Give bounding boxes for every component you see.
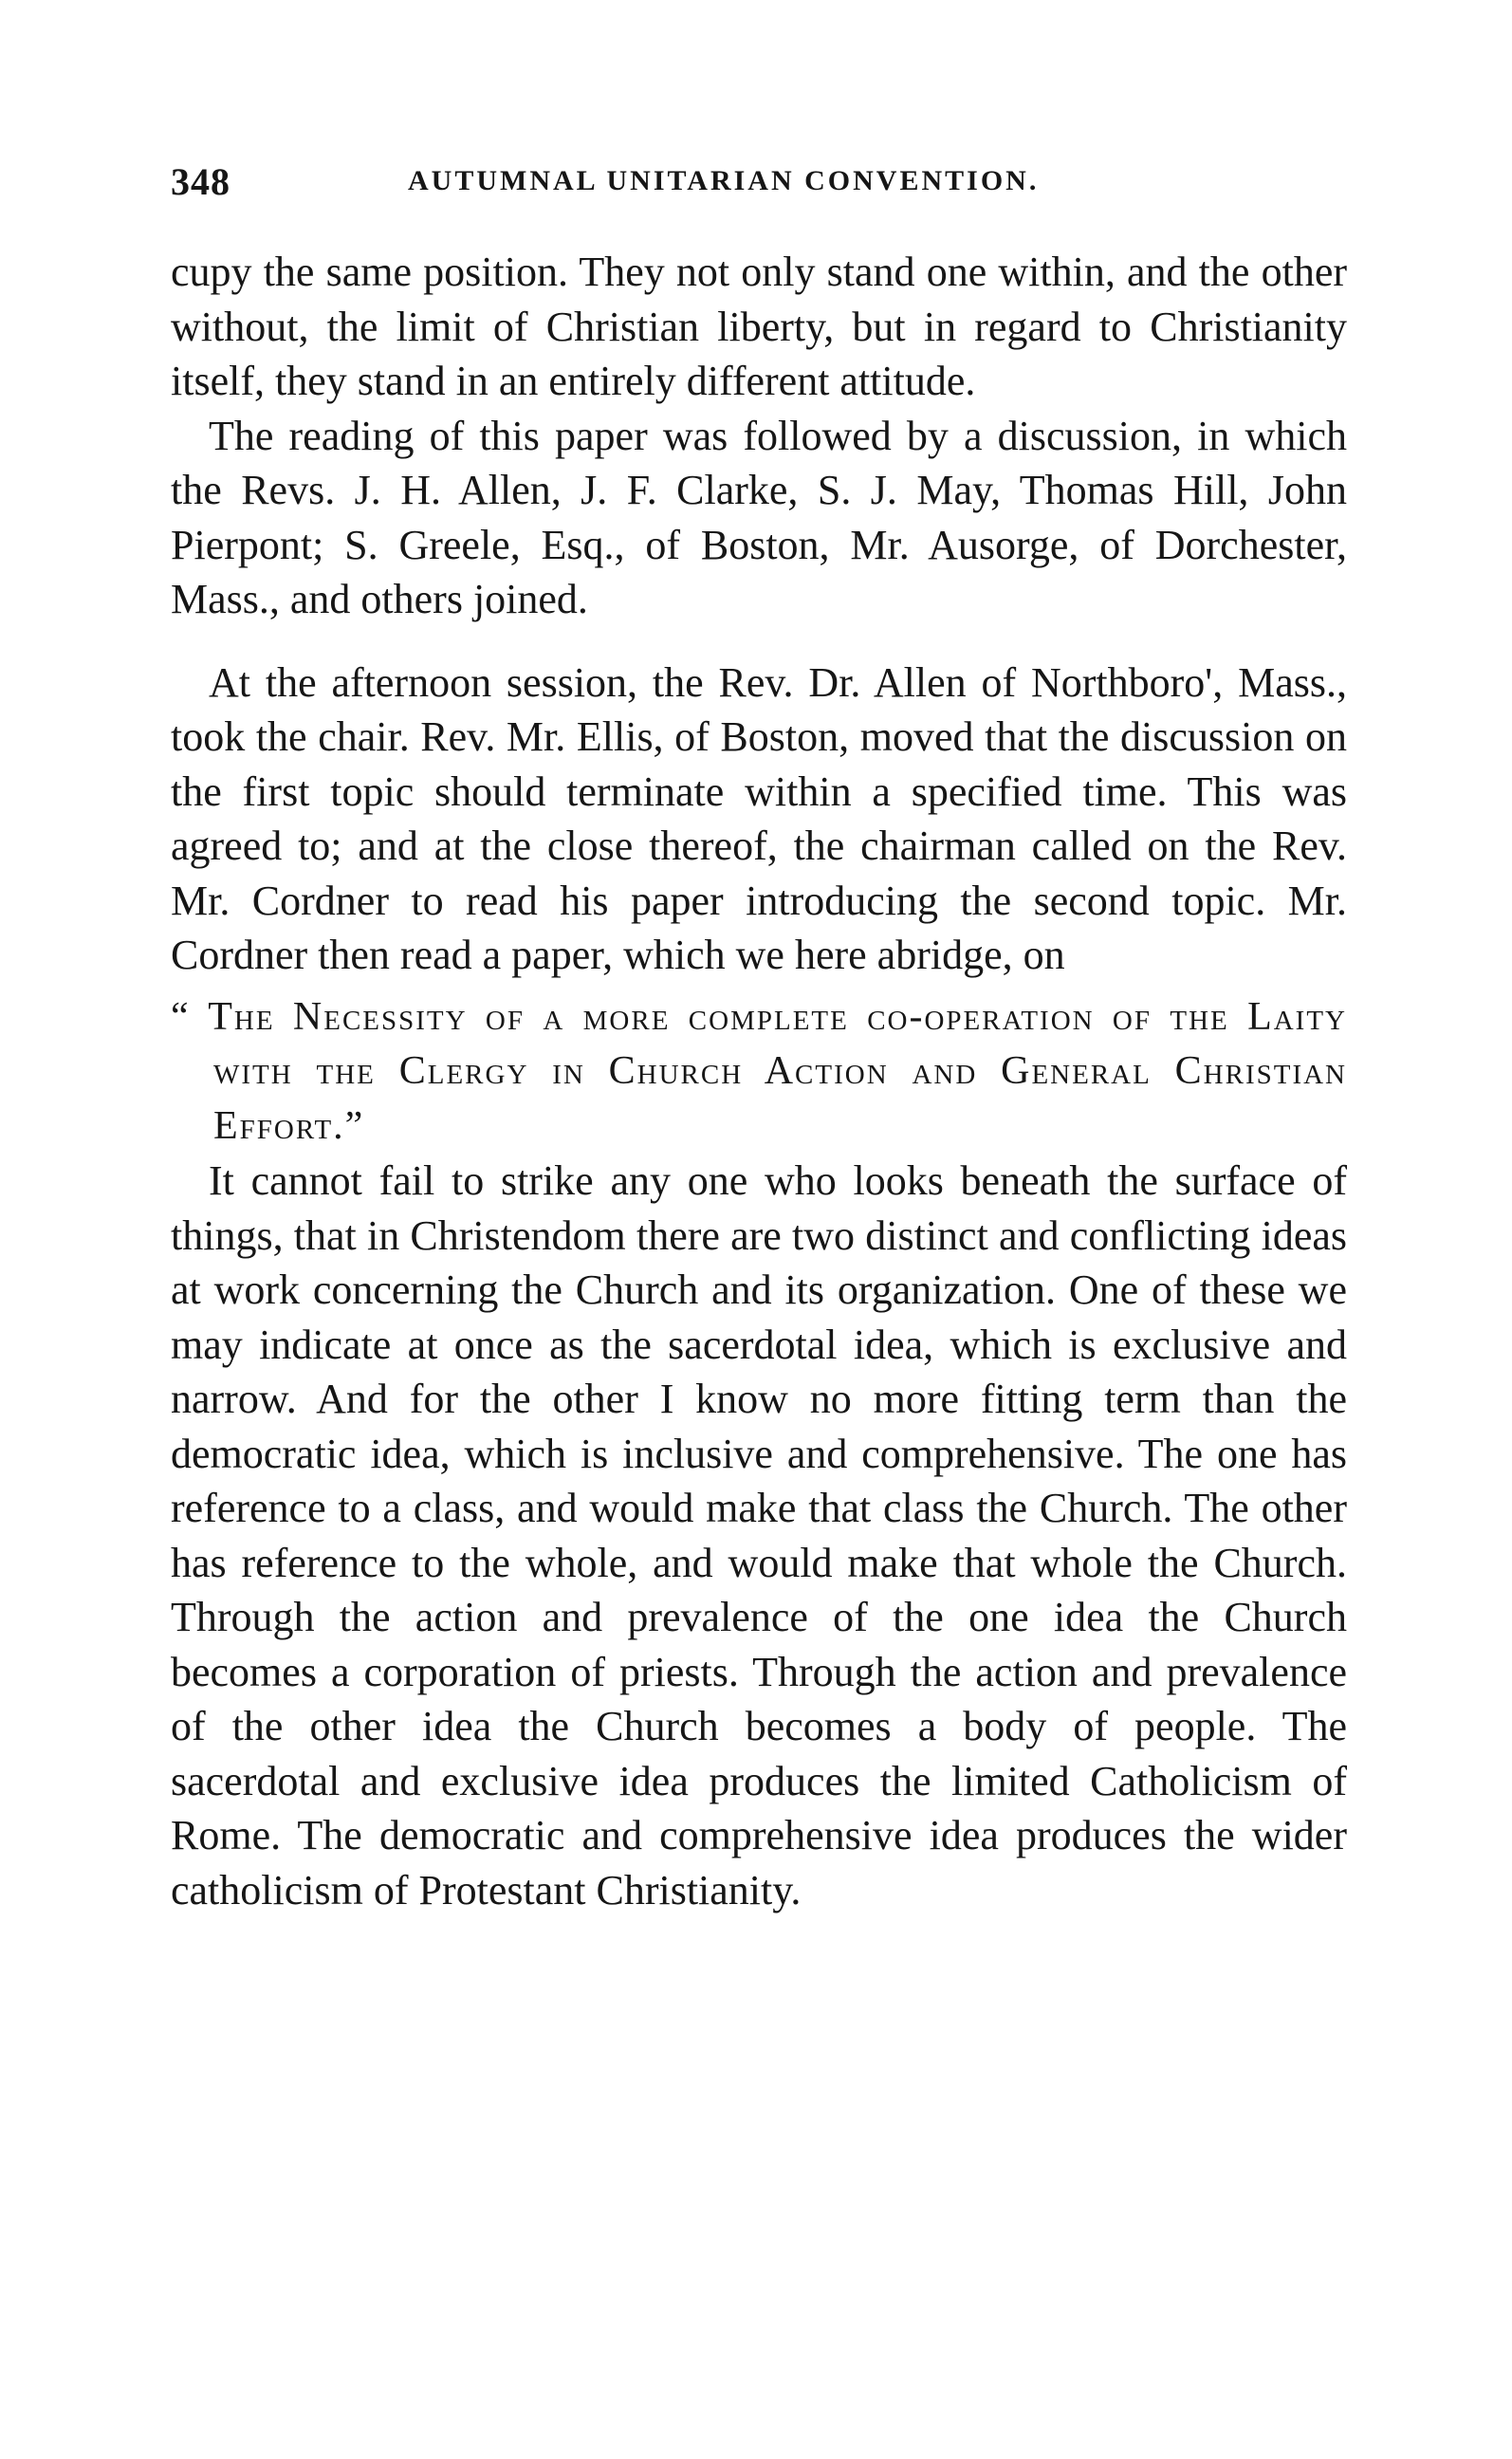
page-number: 348 <box>171 160 230 203</box>
paragraph-afternoon-session: At the afternoon session, the Rev. Dr. Allen of Northboro', Mass., took the chair. Rev. Mr. Ellis, of Boston, moved that the discussion on the first topic should terminate within a specified time. This was agreed to; and at the close thereof, the chairman called on the Rev. Mr. Cordner to read his paper introducing the second topic. Mr. Cordner then read a paper, which we here abridge, on <box>171 658 1347 978</box>
page-header <box>171 152 1347 209</box>
topic-heading: “ The Necessity of a more complete co-operation of the Laity with the Clergy in Church Action and General Christian Effort.” <box>171 994 1347 1148</box>
paragraph-continuation: cupy the same position. They not only stand one within, and the other without, the limit of Christian liberty, but in regard to Christianity itself, they stand in an entirely different attitude. <box>171 249 1347 404</box>
running-title: AUTUMNAL UNITARIAN CONVENTION. <box>408 165 1040 196</box>
paragraph-cordner-paper: It cannot fail to strike any one who looks beneath the surface of things, that in Christendom there are two distinct and conflicting ideas at work concerning the Church and its organization. One of these we may indicate at once as the sacerdotal idea, which is exclusive and narrow. And for the other I know no more fitting term than the democratic idea, which is inclusive and comprehensive. The one has reference to a class, and would make that class the Church. The other has reference to the whole, and would make that whole the Church. Through the action and prevalence of the one idea the Church becomes a corporation of priests. Through the action and prevalence of the other idea the Church becomes a body of people. The sacerdotal and exclusive idea produces the limited Catholicism of Rome. The democratic and comprehensive idea produces the wider catholicism of Protestant Christianity. <box>171 1157 1347 1914</box>
paragraph-discussion: The reading of this paper was followed by a discussion, in which the Revs. J. H. Allen, J. F. Clarke, S. J. May, Thomas Hill, John Pierpont; S. Greele, Esq., of Boston, Mr. Ausorge, of Dorchester, Mass., and others joined. <box>171 412 1347 622</box>
page-body <box>171 245 1347 1917</box>
